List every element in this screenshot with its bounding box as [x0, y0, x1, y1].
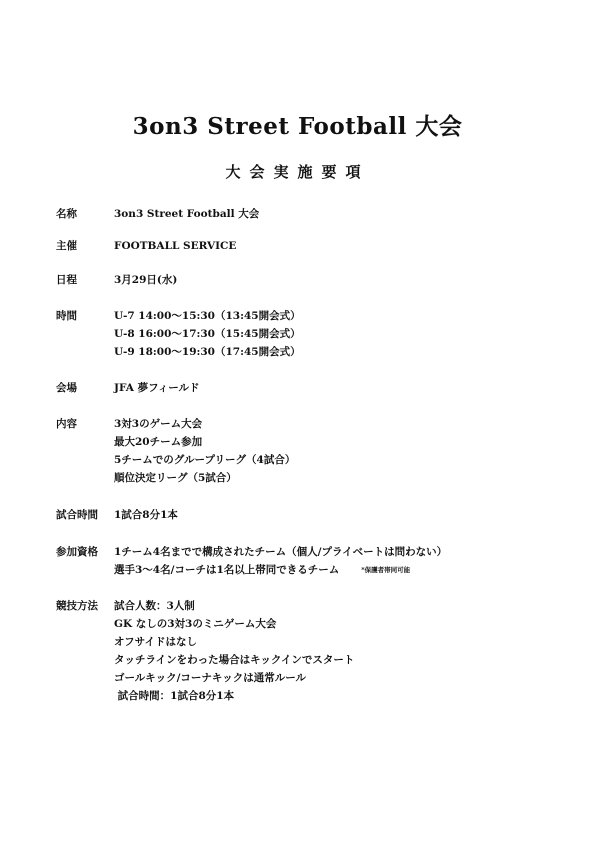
row-label: 名称 — [56, 208, 77, 220]
row-value-line: GK なしの3対3のミニゲーム大会 — [114, 618, 277, 630]
guardian-note: *保護者帯同可能 — [361, 566, 411, 574]
row-value-line: 最大20チーム参加 — [114, 436, 203, 448]
row-value-line: ゴールキック/コーナキックは通常ルール — [114, 672, 306, 684]
row-value-line: U-9 18:00～19:30（17:45開会式） — [114, 346, 301, 358]
row-value-line: 3対3のゲーム大会 — [114, 418, 203, 430]
row-label: 会場 — [56, 382, 77, 394]
row-value: JFA 夢フィールド — [114, 382, 200, 394]
row-value-line: 順位決定リーグ（5試合） — [114, 472, 237, 484]
document-subtitle: 大会実施要項 — [225, 163, 370, 181]
document-title: 3on3 Street Football 大会 — [132, 113, 463, 140]
row-label: 試合時間 — [56, 509, 98, 521]
row-value: 3on3 Street Football 大会 — [114, 208, 260, 220]
row-value-line: オフサイドはなし — [114, 636, 197, 648]
row-value-line: U-7 14:00～15:30（13:45開会式） — [114, 310, 301, 322]
row-label: 参加資格 — [56, 546, 98, 558]
row-value: 1試合8分1本 — [114, 509, 178, 521]
row-value: FOOTBALL SERVICE — [114, 240, 237, 252]
row-label: 時間 — [56, 310, 77, 322]
row-value-line: 試合人数：3人制 — [114, 600, 195, 612]
row-value-line: U-8 16:00～17:30（15:45開会式） — [114, 328, 301, 340]
row-value-line: タッチラインをわった場合はキックインでスタート — [114, 654, 355, 666]
row-label: 内容 — [56, 418, 77, 430]
row-value-line: 5チームでのグループリーグ（4試合） — [114, 454, 296, 466]
row-value: 3月29日(水) — [114, 274, 178, 286]
row-label: 日程 — [56, 274, 77, 286]
row-value-line: 選手3～4名/コーチは1名以上帯同できるチーム — [114, 564, 340, 576]
row-value-line: 試合時間：1試合8分1本 — [114, 690, 235, 702]
row-label: 競技方法 — [56, 600, 98, 612]
row-label: 主催 — [56, 240, 77, 252]
row-value-line: 1チーム4名までで構成されたチーム（個人/プライベートは問わない） — [114, 546, 448, 558]
